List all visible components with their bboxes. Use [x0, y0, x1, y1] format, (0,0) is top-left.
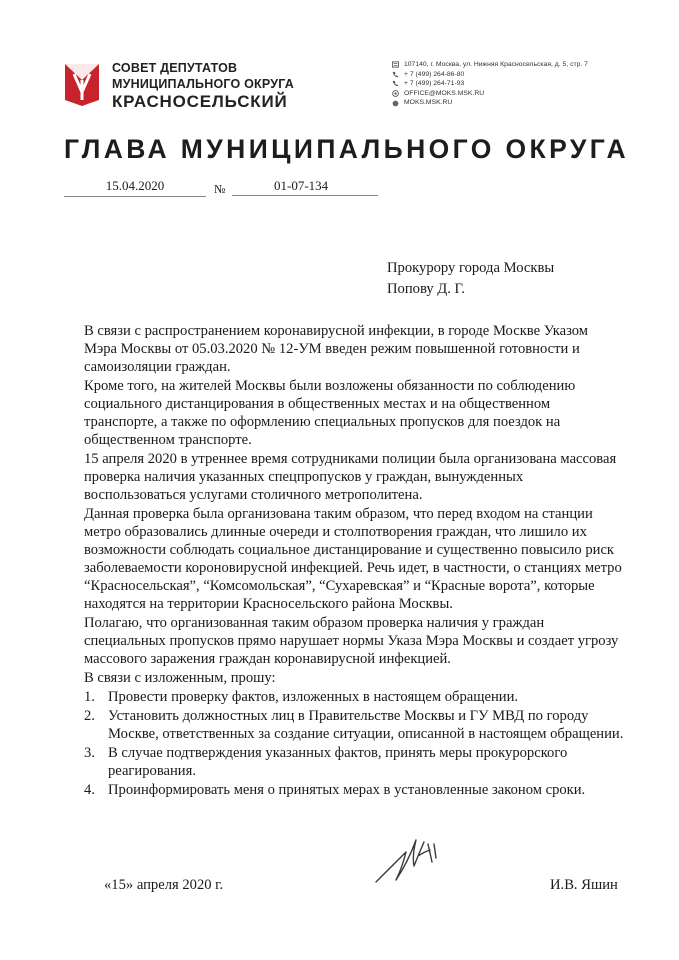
letterhead — [62, 58, 622, 118]
addressee-line-2: Попову Д. Г. — [387, 281, 465, 297]
footer-date: «15» апреля 2020 г. — [104, 877, 224, 893]
contact-phone-1-text: + 7 (499) 264-86-80 — [404, 70, 465, 78]
request-list — [84, 688, 624, 799]
contact-phone-2 — [392, 79, 588, 89]
contact-website-text: MOKS.MSK.RU — [404, 99, 453, 107]
paragraph: 15 апреля 2020 в утреннее время сотрудниками полиции была организована массовая проверка наличия указанных спецпропусков у граждан, вынужденных воспользоваться услугами столичного метрополитена. — [84, 451, 617, 503]
contacts-block — [392, 60, 588, 108]
phone-icon — [392, 71, 399, 78]
list-item-text: Установить должностных лиц в Правительстве Москвы и ГУ МВД по городу Москве, ответственных за создание ситуации, описанной в настоящем обращении. — [108, 708, 624, 742]
list-item-text: В случае подтверждения указанных фактов, принять меры прокурорского реагирования. — [108, 745, 568, 779]
list-item — [84, 707, 624, 743]
addressee-block — [387, 258, 554, 300]
list-item-text: Провести проверку фактов, изложенных в настоящем обращении. — [108, 689, 519, 705]
contact-phone-1 — [392, 70, 588, 80]
addressee-line-1: Прокурору города Москвы — [387, 260, 555, 276]
org-line-2: МУНИЦИПАЛЬНОГО ОКРУГА — [112, 77, 294, 91]
list-item-number: 4. — [84, 782, 95, 798]
number-sign: № — [214, 182, 226, 196]
document-heading: ГЛАВА МУНИЦИПАЛЬНОГО ОКРУГА — [64, 134, 629, 164]
coat-of-arms-logo — [62, 62, 102, 106]
list-item — [84, 744, 624, 780]
paragraph: Кроме того, на жителей Москвы были возложены обязанности по соблюдению социального дистанцирования в общественных местах и на общественном транспорте, а также по оформлению специальных пропусков для поездок на общественном транспорте. — [84, 378, 576, 448]
list-item-text: Проинформировать меня о принятых мерах в установленные законом сроки. — [108, 782, 586, 798]
org-line-1: СОВЕТ ДЕПУТАТОВ — [112, 61, 238, 75]
contact-email-text: OFFICE@MOKS.MSK.RU — [404, 89, 485, 97]
letter-body — [84, 322, 624, 669]
phone-icon — [392, 80, 399, 87]
list-item — [84, 688, 624, 706]
document-number: 01-07-134 — [232, 178, 378, 196]
contact-website — [392, 98, 588, 108]
paragraph: В связи с распространением коронавирусной инфекции, в городе Москве Указом Мэра Москвы от 05.03.2020 № 12-УМ введен режим повышенной готовности и самоизоляции граждан. — [84, 323, 589, 375]
contact-address-text: 107140, г. Москва, ул. Нижняя Красносельская, д. 5, стр. 7 — [404, 61, 588, 68]
paragraph: Полагаю, что организованная таким образом проверка наличия у граждан специальных пропусков прямо нарушает нормы Указа Мэра Москвы и создает угрозу массового заражения граждан коронавирусной инфекцией. — [84, 615, 619, 667]
at-icon — [392, 90, 399, 97]
map-pin-icon — [392, 61, 399, 68]
list-item-number: 3. — [84, 745, 95, 761]
list-item-number: 2. — [84, 708, 95, 724]
list-item-number: 1. — [84, 689, 95, 705]
contact-email — [392, 89, 588, 99]
contact-phone-2-text: + 7 (499) 264-71-93 — [404, 80, 465, 88]
signatory-name: И.В. Яшин — [550, 877, 618, 893]
paragraph: Данная проверка была организована таким образом, что перед входом на станции метро образовались длинные очереди и столпотворения граждан, что лишило их возможности соблюдать социальное дистанцирование и существенно повысило риск заболеваемости короновирусной инфекцией. Речь идет, в частности, о станциях метро “Красносельская”, “Комсомольская”, “Сухаревская” и “Красные ворота”, которые находятся на территории Красносельского района Москвы. — [84, 506, 622, 612]
globe-icon — [392, 100, 399, 107]
contact-address — [392, 60, 588, 70]
handwritten-signature — [372, 822, 444, 894]
request-intro: В связи с изложенным, прошу: — [84, 670, 276, 686]
list-item — [84, 781, 624, 799]
org-line-3: КРАСНОСЕЛЬСКИЙ — [112, 92, 288, 111]
organization-name — [112, 60, 294, 112]
request-block — [84, 669, 624, 800]
document-date: 15.04.2020 — [64, 178, 206, 197]
